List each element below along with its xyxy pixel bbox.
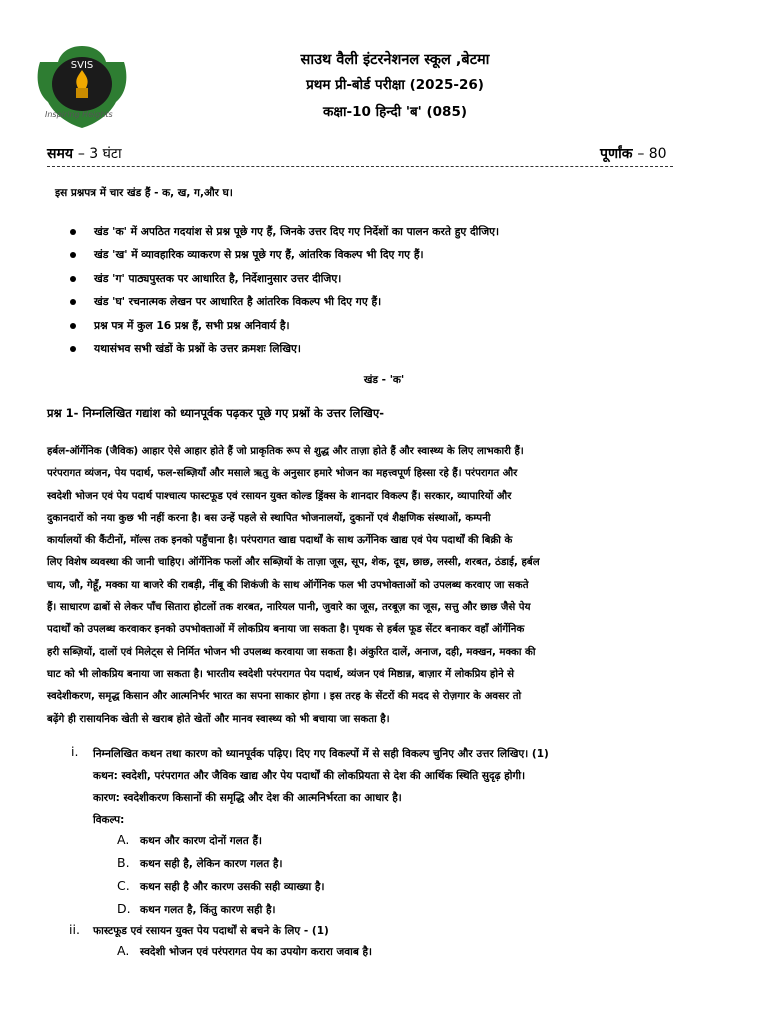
subquestion-numeral: ii.: [69, 922, 80, 937]
option-letter: A.: [117, 832, 130, 847]
class-subject: कक्षा-10 हिन्दी 'ब' (085): [322, 104, 468, 120]
option-letter: D.: [117, 901, 131, 916]
reason-text: कारण: स्वदेशीकरण किसानों की समृद्धि और देश की आत्मनिर्भरता का आधार है।: [93, 792, 402, 804]
bullet-icon: [70, 276, 76, 282]
instruction-item: खंड 'ग' पाठ्यपुस्तक पर आधारित है, निर्देशानुसार उत्तर दीजिए।: [70, 269, 730, 292]
school-name: साउथ वैली इंटरनेशनल स्कूल ,बेटमा: [300, 52, 490, 68]
option-letter: A.: [117, 943, 130, 958]
subquestion-instruction: निम्नलिखित कथन तथा कारण को ध्यानपूर्वक पढ़िए। दिए गए विकल्पों में से सही विकल्प चुनिए और उत्तर लिखिए। (1): [93, 748, 549, 760]
option-text[interactable]: कथन और कारण दोनों गलत हैं।: [140, 835, 262, 847]
time-info: [47, 144, 122, 163]
instructions-list: [70, 222, 730, 362]
instruction-item: प्रश्न पत्र में कुल 16 प्रश्न हैं, सभी प्रश्न अनिवार्य है।: [70, 316, 730, 339]
dashed-divider: [47, 166, 673, 167]
marks-info: [600, 144, 667, 163]
time-value: – 3 घंटा: [77, 146, 122, 162]
bullet-icon: [70, 323, 76, 329]
subquestion-numeral: i.: [71, 744, 79, 759]
instruction-item: यथासंभव सभी खंडों के प्रश्नों के उत्तर क्रमशः लिखिए।: [70, 339, 730, 362]
passage-line: परंपरागत व्यंजन, पेय पदार्थ, फल-सब्ज़ियाँ और मसाले ऋतु के अनुसार हमारे भोजन का महत्त्वपूर्ण हिस्सा रहे हैं। परंपरागत और: [47, 468, 518, 480]
statement-text: कथन: स्वदेशी, परंपरागत और जैविक खाद्य और पेय पदार्थों की लोकप्रियता से देश की आर्थिक स्थिति सुदृढ़ होगी।: [93, 770, 526, 782]
passage: [47, 441, 725, 731]
passage-line: स्वदेशी भोजन एवं पेय पदार्थ पाश्चात्य फास्टफूड एवं रसायन युक्त कोल्ड ड्रिंक्स के शानदार विकल्प हैं। सरकार, व्यापारियों और: [47, 490, 512, 502]
instruction-item: खंड 'क' में अपठित गदयांश से प्रश्न पूछे गए हैं, जिनके उत्तर दिए गए निर्देशों का पालन करते हुए दीजिए।: [70, 222, 730, 245]
passage-line: स्वदेशीकरण, समृद्ध किसान और आत्मनिर्भर भारत का सपना साकार होगा । इस तरह के सेंटरों की मदद से रोज़गार के अवसर तो: [47, 691, 522, 703]
bullet-icon: [70, 229, 76, 235]
option-text[interactable]: कथन सही है और कारण उसकी सही व्याख्या है।: [140, 881, 325, 893]
bullet-icon: [70, 299, 76, 305]
option-text[interactable]: स्वदेशी भोजन एवं परंपरागत पेय का उपयोग करारा जवाब है।: [140, 946, 373, 958]
option-letter: B.: [117, 855, 130, 870]
marks-label: पूर्णांक: [600, 146, 633, 162]
option-text[interactable]: कथन सही है, लेकिन कारण गलत है।: [140, 858, 283, 870]
passage-line: दुकानदारों को नया कुछ भी नहीं करना है। बस उन्हें पहले से स्थापित भोजनालयों, दुकानों एवं शैक्षणिक संस्थाओं, कम्पनी: [47, 512, 491, 524]
instruction-item: खंड 'ख' में व्यावहारिक व्याकरण से प्रश्न पूछे गए हैं, आंतरिक विकल्प भी दिए गए हैं।: [70, 245, 730, 268]
subquestion-instruction: फास्टफूड एवं रसायन युक्त पेय पदार्थों से बचने के लिए - (1): [93, 925, 329, 937]
logo-tagline: Inspiring Heights: [45, 110, 113, 119]
passage-line: घाट को भी लोकप्रिय बनाया जा सकता है। भारतीय स्वदेशी परंपरागत पेय पदार्थ, व्यंजन एवं मिष्ठान्न, बाज़ार में लोकप्रिय होने से: [47, 668, 515, 680]
instruction-item: खंड 'घ' रचनात्मक लेखन पर आधारित है आंतरिक विकल्प भी दिए गए हैं।: [70, 292, 730, 315]
time-label: समय: [47, 146, 73, 162]
passage-line: हर्बल-ऑर्गेनिक (जैविक) आहार ऐसे आहार होते हैं जो प्राकृतिक रूप से शुद्ध और ताज़ा होते हैं और स्वास्थ्य के लिए लाभकारी हैं।: [47, 446, 524, 457]
passage-line: हैं। साधारण ढाबों से लेकर पाँच सितारा होटलों तक शरबत, नारियल पानी, जुवारे का जूस, तरबूज़ का जूस, सत्तु और छाछ जैसे पेय: [47, 602, 531, 614]
question-heading: प्रश्न 1- निम्नलिखित गद्यांश को ध्यानपूर्वक पढ़कर पूछे गए प्रश्नों के उत्तर लिखिए-: [47, 406, 384, 420]
section-title: खंड - 'क': [363, 374, 405, 386]
passage-line: बढ़ेंगे ही रासायनिक खेती से खराब होते खेतों और मानव स्वास्थ्य को भी बचाया जा सकता है।: [47, 713, 390, 725]
exam-name: प्रथम प्री-बोर्ड परीक्षा (2025-26): [306, 77, 484, 93]
options-label: विकल्प:: [93, 814, 125, 826]
passage-line: लिए विशेष व्यवस्था की जानी चाहिए। ऑर्गेनिक फलों और सब्ज़ियों के ताज़ा जूस, सूप, शेक, दूध, छाछ, लस्सी, शरबत, ठंडाई, हर्बल: [47, 557, 540, 569]
logo-text: SVIS: [70, 60, 94, 71]
passage-line: पदार्थों को उपलब्ध करवाकर इनको उपभोक्ताओं में लोकप्रिय बनाया जा सकता है। पृथक से हर्बल फूड सेंटर बनाकर वहाँ ऑर्गेनिक: [47, 624, 525, 636]
passage-line: हरी सब्ज़ियों, दालों एवं मिलेट्स से निर्मित भोजन भी उपलब्ध करवाया जा सकता है। अंकुरित दालें, अनाज, दही, मक्खन, मक्का की: [47, 646, 536, 658]
passage-line: कार्यालयों की कैंटीनों, मॉल्स तक इनको पहुँचाना है। परंपरागत खाद्य पदार्थों के साथ ऊर्गेनिक खाद्य एवं पेय पदार्थों की बिक्री के: [47, 535, 513, 547]
instructions-intro: इस प्रश्नपत्र में चार खंड हैं - क, ख, ग,और घ।: [55, 187, 233, 199]
option-text[interactable]: कथन गलत है, किंतु कारण सही है।: [140, 904, 276, 916]
passage-line: चाय, जौ, गेहूँ, मक्का या बाजरे की राबड़ी, नींबू की शिकंजी के साथ ऑर्गेनिक फल भी उपभोक्ताओं को उपलब्ध करवाए जा सकते: [47, 579, 529, 591]
bullet-icon: [70, 252, 76, 258]
bullet-icon: [70, 346, 76, 352]
marks-value: – 80: [637, 146, 667, 162]
option-letter: C.: [117, 878, 130, 893]
